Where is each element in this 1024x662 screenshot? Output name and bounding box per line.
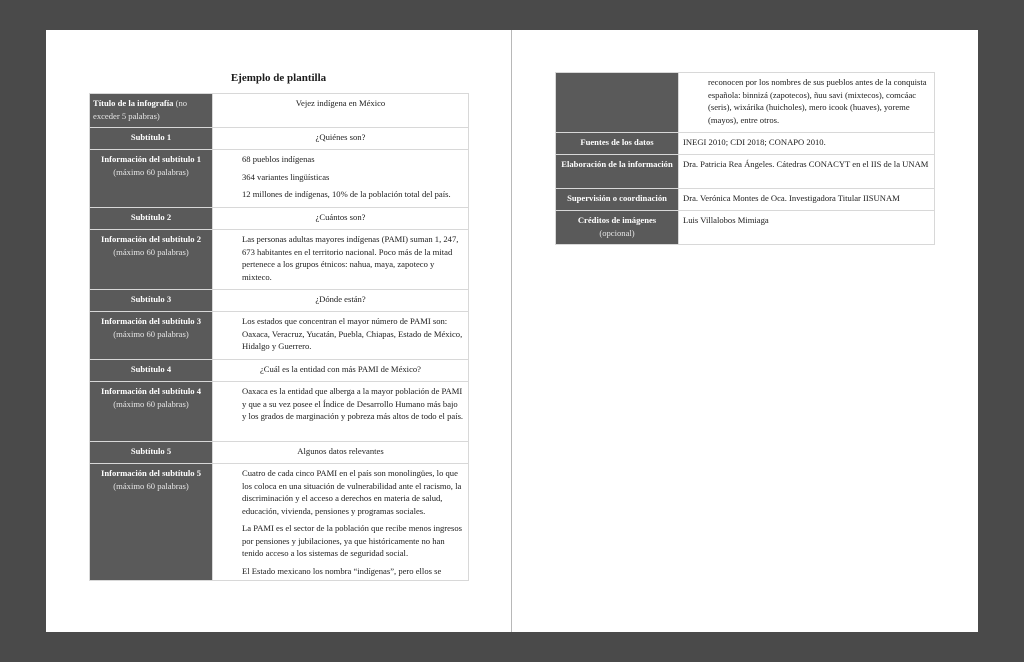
info-value: Las personas adultas mayores indígenas (PAMI) suman 1, 247, 673 habitantes en el territorio nacional. Poco más de la mitad pertenece a los grupos étnicos: nahua, maya, zapoteco y mixteco. — [213, 230, 469, 290]
subtitle-value: ¿Cuántos son? — [213, 208, 469, 230]
table-row — [556, 155, 935, 189]
info-label: Información del subtítulo 5 (máximo 60 palabras) — [90, 464, 213, 581]
table-row — [556, 189, 935, 211]
supervision-label: Supervisión o coordinación — [556, 189, 679, 211]
table-row — [556, 133, 935, 155]
info-value: Los estados que concentran el mayor número de PAMI son: Oaxaca, Veracruz, Yucatán, Puebla, Chiapas, Estado de México, Hidalgo y Guerrero. — [213, 312, 469, 360]
subtitle-value: Algunos datos relevantes — [213, 442, 469, 464]
subtitle-value: ¿Quiénes son? — [213, 128, 469, 150]
subtitle-label: Subtítulo 3 — [90, 290, 213, 312]
table-row — [90, 290, 469, 312]
info-value: 68 pueblos indígenas 364 variantes lingüísticas 12 millones de indígenas, 10% de la población total del país. — [213, 150, 469, 208]
table-row — [90, 382, 469, 442]
table-row — [90, 312, 469, 360]
table-row — [556, 211, 935, 245]
subtitle-value: ¿Dónde están? — [213, 290, 469, 312]
table-row — [90, 94, 469, 128]
supervision-value: Dra. Verónica Montes de Oca. Investigadora Titular IISUNAM — [679, 189, 935, 211]
info-label: Información del subtítulo 4 (máximo 60 palabras) — [90, 382, 213, 442]
table-row — [90, 464, 469, 581]
subtitle-label: Subtítulo 2 — [90, 208, 213, 230]
credits-table — [555, 72, 935, 245]
subtitle-label: Subtítulo 5 — [90, 442, 213, 464]
infographic-title-label: Título de la infografía (no exceder 5 palabras) — [90, 94, 213, 128]
table-row — [90, 208, 469, 230]
table-row — [556, 73, 935, 133]
infographic-title-value: Vejez indígena en México — [213, 94, 469, 128]
continuation-label — [556, 73, 679, 133]
authorship-value: Dra. Patricia Rea Ángeles. Cátedras CONACYT en el IIS de la UNAM — [679, 155, 935, 189]
info-value: Cuatro de cada cinco PAMI en el país son monolingües, lo que los coloca en una situación de vulnerabilidad ante el racismo, la discriminación y el acceso a derechos en materia de salud, educación, vivienda, pensiones y programas sociales. La PAMI es el sector de la población que recibe menos ingresos por pensiones y jubilaciones, ya que históricamente no han tenido acceso a los sistemas de seguridad social. El Estado mexicano los nombra “indígenas”, pero ellos se — [213, 464, 469, 581]
sources-label: Fuentes de los datos — [556, 133, 679, 155]
left-page — [46, 30, 511, 632]
info-label: Información del subtítulo 2 (máximo 60 palabras) — [90, 230, 213, 290]
table-row — [90, 230, 469, 290]
table-row — [90, 442, 469, 464]
subtitle-value: ¿Cuál es la entidad con más PAMI de México? — [213, 360, 469, 382]
document-title: Ejemplo de plantilla — [230, 72, 327, 84]
continuation-value: reconocen por los nombres de sus pueblos antes de la conquista española: binnizá (zapotecos), ñuu savi (mixtecos), comcáac (seris), wixárika (huicholes), mero icook (huaves), yoreme (mayos), entre otros. — [679, 73, 935, 133]
subtitle-label: Subtítulo 4 — [90, 360, 213, 382]
template-table — [89, 93, 469, 581]
image-credits-label: Créditos de imágenes (opcional) — [556, 211, 679, 245]
subtitle-label: Subtítulo 1 — [90, 128, 213, 150]
authorship-label: Elaboración de la información — [556, 155, 679, 189]
image-credits-value: Luis Villalobos Mimiaga — [679, 211, 935, 245]
table-row — [90, 150, 469, 208]
info-label: Información del subtítulo 3 (máximo 60 palabras) — [90, 312, 213, 360]
info-value: Oaxaca es la entidad que alberga a la mayor población de PAMI y que a su vez posee el Índice de Desarrollo Humano más bajo y los grados de marginación y pobreza más altos de todo el país. — [213, 382, 469, 442]
table-row — [90, 128, 469, 150]
info-label: Información del subtítulo 1 (máximo 60 palabras) — [90, 150, 213, 208]
right-page — [512, 30, 978, 632]
sources-value: INEGI 2010; CDI 2018; CONAPO 2010. — [679, 133, 935, 155]
table-row — [90, 360, 469, 382]
